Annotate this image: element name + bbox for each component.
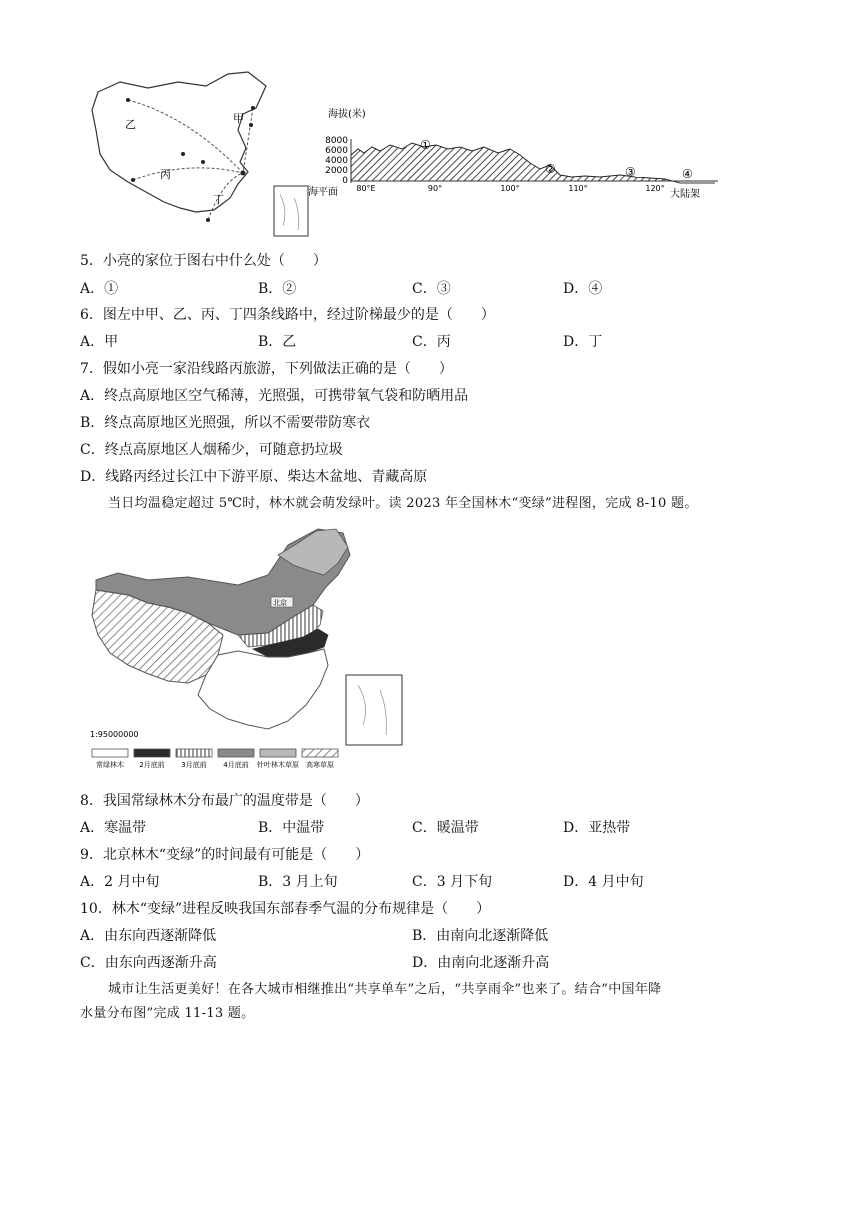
marker-3: ③ <box>625 165 636 179</box>
intro-11-13-line1: 城市让生活更美好！在各大城市相继推出“共享单车”之后，“共享雨伞”也来了。结合“中国年降 <box>108 982 662 997</box>
q9-option-d[interactable]: D．4 月中旬 <box>563 874 644 890</box>
china-outline <box>92 72 266 212</box>
q8-option-b[interactable]: B．中温带 <box>258 820 325 836</box>
legend-label-evergreen: 常绿林木 <box>96 761 124 769</box>
q5-stem: 5．小亮的家位于图右中什么处（ ） <box>80 253 327 269</box>
legend-swatch-evergreen <box>92 749 128 757</box>
map-legend <box>92 749 338 769</box>
legend-label-conifer: 针叶林木草原 <box>257 761 299 769</box>
intro-11-13-line2: 水量分布图”完成 11-13 题。 <box>80 1006 255 1021</box>
route-label-yi: 乙 <box>125 118 136 131</box>
q10-option-d[interactable]: D．由南向北逐渐升高 <box>412 955 550 971</box>
sea-level-label: 海平面 <box>308 187 338 198</box>
legend-swatch-alpine <box>302 749 338 757</box>
xtick-120: 120° <box>645 184 665 193</box>
ytick-8000: 8000 <box>325 136 348 146</box>
q7-stem: 7．假如小亮一家沿线路丙旅游，下列做法正确的是（ ） <box>80 361 453 377</box>
ytick-0: 0 <box>342 176 348 186</box>
profile-xticks <box>356 184 664 193</box>
q9-option-a[interactable]: A．2 月中旬 <box>80 874 160 890</box>
route-label-ding: 丁 <box>213 193 224 206</box>
south-china-sea-inset <box>274 186 308 236</box>
marker-2: ② <box>545 162 556 176</box>
profile-ylabel: 海拔(米) <box>328 109 366 120</box>
q6-stem: 6．图左中甲、乙、丙、丁四条线路中，经过阶梯最少的是（ ） <box>80 307 495 323</box>
shelf-label: 大陆架 <box>670 189 700 200</box>
q6-option-d[interactable]: D．丁 <box>563 334 603 350</box>
q8-option-d[interactable]: D．亚热带 <box>563 820 631 836</box>
legend-swatch-conifer <box>260 749 296 757</box>
marker-4: ④ <box>682 167 693 181</box>
ytick-2000: 2000 <box>325 166 348 176</box>
q6-option-b[interactable]: B．乙 <box>258 334 297 350</box>
q8-option-a[interactable]: A．寒温带 <box>80 820 147 836</box>
q9-stem: 9．北京林木“变绿”的时间最有可能是（ ） <box>80 847 370 863</box>
q8-option-c[interactable]: C．暖温带 <box>412 820 479 836</box>
q9-option-b[interactable]: B．3 月上旬 <box>258 874 338 890</box>
south-china-sea-inset <box>346 675 402 745</box>
q7-option-d[interactable]: D．线路丙经过长江中下游平原、柴达木盆地、青藏高原 <box>80 469 428 485</box>
route-label-bing: 丙 <box>160 168 171 181</box>
q7-option-a[interactable]: A．终点高原地区空气稀薄，光照强，可携带氧气袋和防晒用品 <box>80 388 469 404</box>
q10-stem: 10．林木“变绿”进程反映我国东部春季气温的分布规律是（ ） <box>80 901 491 917</box>
q10-option-b[interactable]: B．由南向北逐渐降低 <box>412 928 549 944</box>
q10-option-c[interactable]: C．由东向西逐渐升高 <box>80 955 217 971</box>
route-label-jia: 甲 <box>233 112 244 125</box>
legend-swatch-apr <box>218 749 254 757</box>
intro-8-10: 当日均温稳定超过 5℃时，林木就会萌发绿叶。读 2023 年全国林木“变绿”进程图，完成 8-10 题。 <box>108 496 698 511</box>
q10-option-a[interactable]: A．由东向西逐渐降低 <box>80 928 217 944</box>
q5-option-d[interactable]: D．④ <box>563 281 603 297</box>
legend-label-alpine: 高寒草原 <box>306 761 334 769</box>
q5-option-b[interactable]: B．② <box>258 281 297 297</box>
xtick-100: 100° <box>500 184 520 193</box>
xtick-110: 110° <box>568 184 588 193</box>
q6-option-a[interactable]: A．甲 <box>80 334 119 350</box>
xtick-80: 80°E <box>356 184 376 193</box>
q5-option-a[interactable]: A．① <box>80 281 119 297</box>
legend-swatch-feb <box>134 749 170 757</box>
ytick-6000: 6000 <box>325 146 348 156</box>
q5-option-c[interactable]: C．③ <box>412 281 451 297</box>
route-map <box>88 70 323 240</box>
q7-option-b[interactable]: B．终点高原地区光照强，所以不需要带防寒衣 <box>80 415 371 431</box>
ytick-4000: 4000 <box>325 156 348 166</box>
region-evergreen <box>198 649 328 729</box>
profile-yticks <box>325 136 348 186</box>
marker-1: ① <box>420 138 431 152</box>
terrain-profile <box>308 105 720 205</box>
q7-option-c[interactable]: C．终点高原地区人烟稀少，可随意扔垃圾 <box>80 442 343 458</box>
beijing-label: 北京 <box>273 599 287 607</box>
legend-label-feb: 2月底前 <box>139 761 165 769</box>
terrain-fill <box>351 143 665 181</box>
greening-map <box>88 525 418 780</box>
q9-option-c[interactable]: C．3 月下旬 <box>412 874 493 890</box>
legend-label-mar: 3月底前 <box>181 761 207 769</box>
q6-option-c[interactable]: C．丙 <box>412 334 451 350</box>
q8-stem: 8．我国常绿林木分布最广的温度带是（ ） <box>80 793 369 809</box>
map-scale: 1:95000000 <box>90 730 139 739</box>
legend-swatch-mar <box>176 749 212 757</box>
xtick-90: 90° <box>427 184 443 193</box>
legend-label-apr: 4月底前 <box>223 761 249 769</box>
